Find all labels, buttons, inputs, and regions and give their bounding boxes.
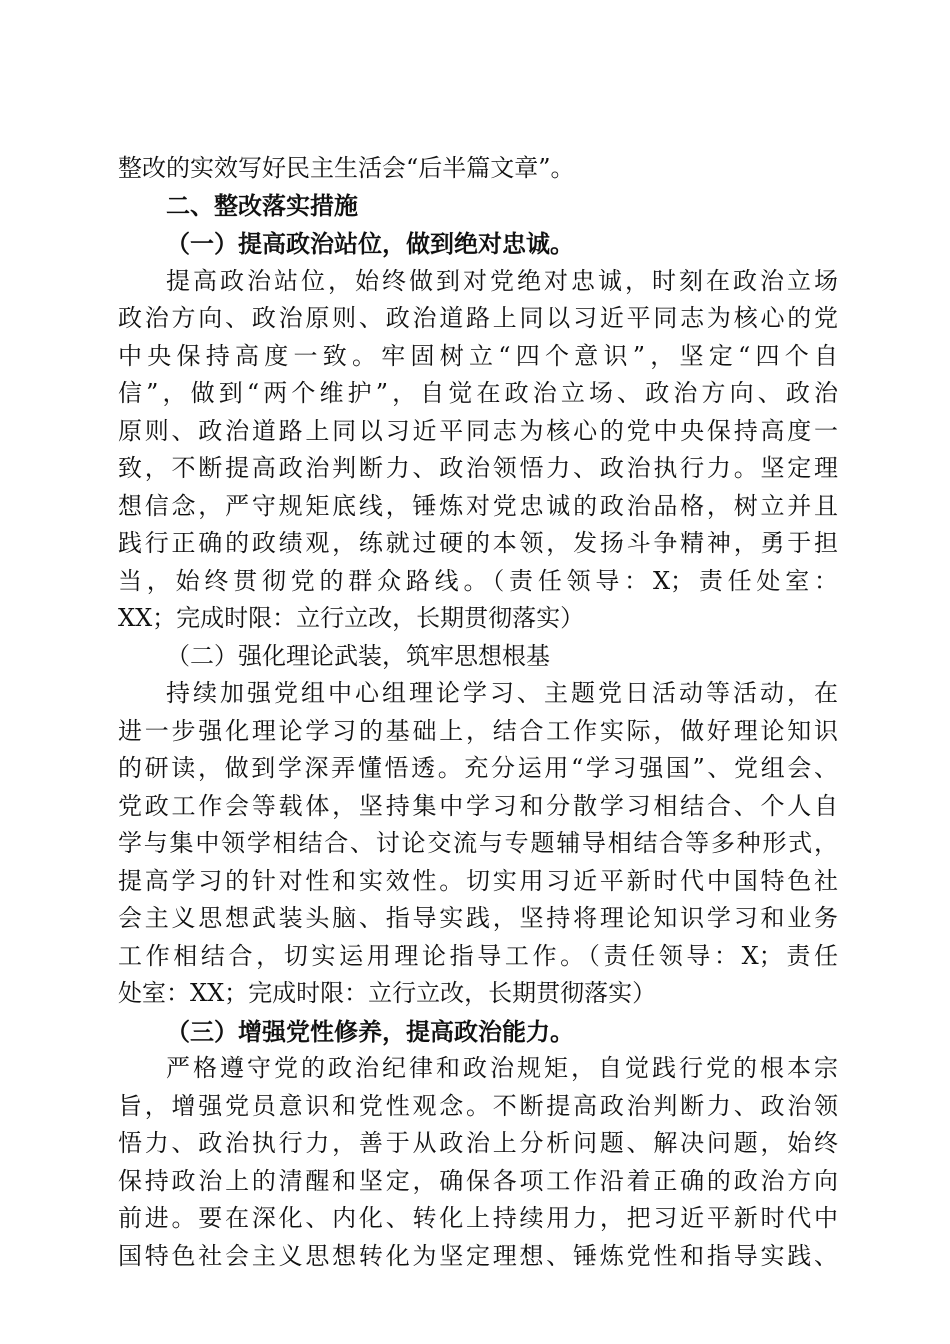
subsection-heading: （二）强化理论武装，筑牢思想根基: [166, 641, 550, 670]
paragraph-line: 提高政治站位，始终做到对党绝对忠诚，时刻在政治立场: [166, 266, 838, 295]
paragraph-line: 进一步强化理论学习的基础上，结合工作实际，做好理论知识: [118, 716, 838, 745]
paragraph-line: XX；完成时限：立行立改，长期贯彻落实）: [118, 604, 585, 632]
paragraph-line: 原则、政治道路上同以习近平同志为核心的党中央保持高度一: [118, 416, 838, 445]
paragraph-line: 前进。要在深化、内化、转化上持续用力，把习近平新时代中: [118, 1204, 838, 1232]
section-heading: 二、整改落实措施: [166, 191, 358, 220]
paragraph-line: 保持政治上的清醒和坚定，确保各项工作沿着正确的政治方向: [118, 1166, 838, 1195]
paragraph-line: 当，始终贯彻党的群众路线。（责任领导：X；责任处室：: [118, 566, 838, 595]
subsection-heading: （一）提高政治站位，做到绝对忠诚。: [166, 229, 574, 258]
paragraph-line: 提高学习的针对性和实效性。切实用习近平新时代中国特色社: [118, 866, 838, 895]
document-body: [118, 150, 838, 1275]
paragraph-line: 严格遵守党的政治纪律和政治规矩，自觉践行党的根本宗: [166, 1054, 838, 1082]
paragraph-line: 会主义思想武装头脑、指导实践，坚持将理论知识学习和业务: [118, 904, 838, 932]
paragraph-line: 整改的实效写好民主生活会“后半篇文章”。: [118, 154, 575, 182]
paragraph-line: 持续加强党组中心组理论学习、主题党日活动等活动，在: [166, 679, 838, 707]
paragraph-line: 旨，增强党员意识和党性观念。不断提高政治判断力、政治领: [118, 1091, 838, 1120]
paragraph-line: 国特色社会主义思想转化为坚定理想、锤炼党性和指导实践、: [118, 1241, 838, 1270]
paragraph-line: 的研读，做到学深弄懂悟透。充分运用“学习强国”、党组会、: [118, 754, 838, 782]
paragraph-line: 政治方向、政治原则、政治道路上同以习近平同志为核心的党: [118, 304, 838, 332]
subsection-heading: （三）增强党性修养，提高政治能力。: [166, 1016, 574, 1046]
paragraph-line: 悟力、政治执行力，善于从政治上分析问题、解决问题，始终: [118, 1129, 838, 1157]
paragraph-line: 想信念，严守规矩底线，锤炼对党忠诚的政治品格，树立并且: [118, 491, 838, 520]
paragraph-line: 学与集中领学相结合、讨论交流与专题辅导相结合等多种形式，: [118, 829, 838, 857]
paragraph-line: 工作相结合，切实运用理论指导工作。（责任领导：X；责任: [118, 941, 838, 970]
paragraph-line: 处室：XX；完成时限：立行立改，长期贯彻落实）: [118, 979, 657, 1007]
paragraph-line: 致，不断提高政治判断力、政治领悟力、政治执行力。坚定理: [118, 454, 838, 482]
paragraph-line: 党政工作会等载体，坚持集中学习和分散学习相结合、个人自: [118, 791, 838, 820]
paragraph-line: 中央保持高度一致。牢固树立“四个意识”，坚定“四个自: [118, 341, 838, 370]
paragraph-line: 践行正确的政绩观，练就过硬的本领，发扬斗争精神，勇于担: [118, 529, 838, 557]
paragraph-line: 信”，做到“两个维护”，自觉在政治立场、政治方向、政治: [118, 379, 838, 407]
